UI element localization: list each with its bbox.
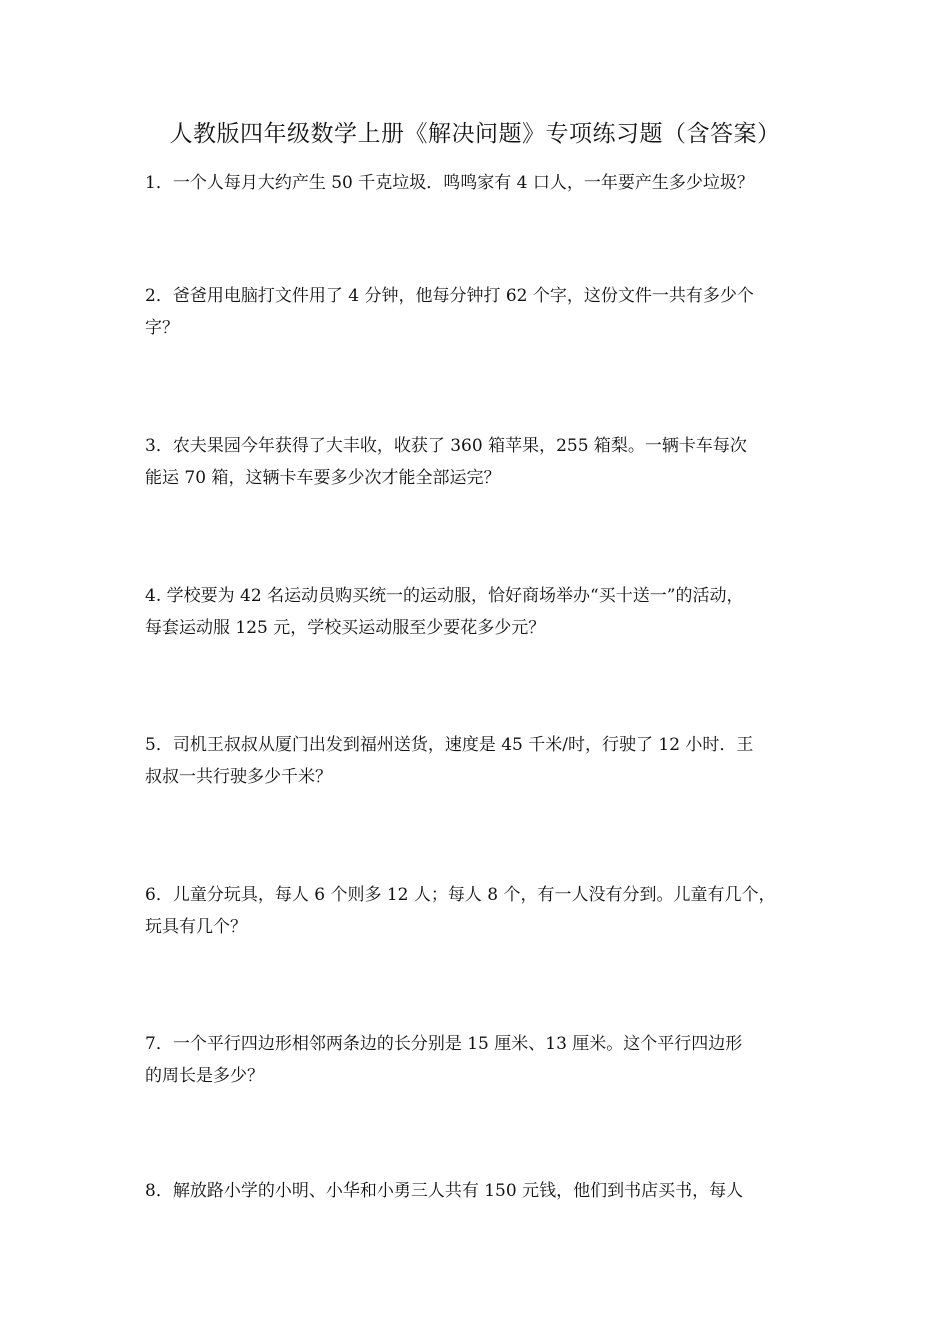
question-5 (145, 729, 810, 793)
question-2-line-1: 2．爸爸用电脑打文件用了 4 分钟，他每分钟打 62 个字，这份文件一共有多少个 (145, 286, 754, 306)
question-7-line-2: 的周长是多少？ (145, 1066, 264, 1086)
question-3 (145, 430, 810, 494)
question-6 (145, 879, 810, 943)
question-4-line-2: 每套运动服 125 元，学校买运动服至少要花多少元？ (145, 618, 546, 638)
question-2-line-2: 字？ (145, 318, 179, 338)
question-8 (145, 1175, 810, 1207)
question-3-line-2: 能运 70 箱，这辆卡车要多少次才能全部运完？ (145, 468, 501, 488)
question-3-line-1: 3．农夫果园今年获得了大丰收，收获了 360 箱苹果，255 箱梨。一辆卡车每次 (145, 436, 747, 456)
question-7-line-1: 7．一个平行四边形相邻两条边的长分别是 15 厘米、13 厘米。这个平行四边形 (145, 1034, 743, 1054)
question-7 (145, 1028, 810, 1092)
question-4 (145, 580, 810, 644)
question-5-line-2: 叔叔一共行驶多少千米？ (145, 767, 332, 787)
question-1-line-1: 1．一个人每月大约产生 50 千克垃圾．鸣鸣家有 4 口人，一年要产生多少垃圾？ (145, 173, 754, 193)
question-1 (145, 167, 810, 199)
question-6-line-1: 6．儿童分玩具，每人 6 个则多 12 人；每人 8 个，有一人没有分到。儿童有几个， (145, 885, 776, 905)
question-5-line-1: 5．司机王叔叔从厦门出发到福州送货，速度是 45 千米/时，行驶了 12 小时．王 (145, 735, 754, 755)
question-8-line-1: 8．解放路小学的小明、小华和小勇三人共有 150 元钱，他们到书店买书，每人 (145, 1181, 744, 1201)
question-2 (145, 280, 810, 344)
question-6-line-2: 玩具有几个？ (145, 917, 247, 937)
document-title: 人教版四年级数学上册《解决问题》专项练习题（含答案） (169, 121, 781, 147)
question-4-line-1: 4. 学校要为 42 名运动员购买统一的运动服，恰好商场举办“买十送一”的活动， (145, 586, 744, 606)
